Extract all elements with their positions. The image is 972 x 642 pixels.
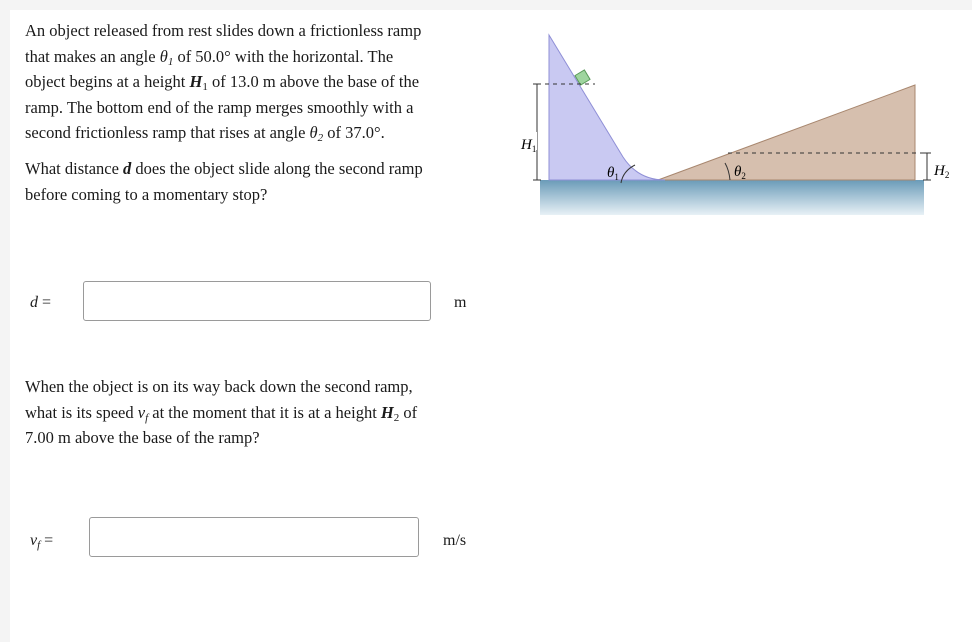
H1-symbol: $H_1$	[189, 72, 208, 93]
ramp-diagram	[503, 25, 963, 220]
theta2-symbol: $\theta_2$	[309, 123, 324, 144]
H2-symbol: $H_2$	[380, 402, 400, 424]
vf-unit: m/s	[443, 532, 467, 549]
H2-figure-label: $H_2$	[934, 163, 950, 180]
theta1-figure-label: $\theta_1$	[607, 165, 619, 182]
d-unit: m	[454, 294, 467, 311]
vf-label: $v_f$ =	[30, 532, 54, 551]
H1-figure-label: $H_1$	[521, 137, 537, 154]
problem-statement: An object released from rest slides down a frictionless ramp that makes an angle $\theta_1$ of 50.0° with the horizontal. The object begins at a height $H_1$ of 13.0 m above the base of the ramp. The bottom end of the ramp merges smoothly with a second frictionless ramp that rises at angle $\theta_2$ of 37.0°.	[25, 21, 422, 144]
theta1-symbol: $\theta_1$	[159, 46, 174, 68]
ground	[540, 180, 924, 215]
d-answer-input[interactable]	[83, 281, 431, 321]
question-panel	[10, 10, 972, 642]
question-2-text: When the object is on its way back down the second ramp, what is its speed $v_f$ at the moment that it is at a height $H_2$ of 7.00 m above the base of the ramp?	[25, 377, 418, 447]
theta2-figure-label: $\theta_2$	[734, 164, 746, 181]
second-ramp	[658, 85, 915, 180]
d-label: d =	[30, 294, 52, 311]
question-1-text: What distance d does the object slide along the second ramp before coming to a momentary stop?	[25, 159, 423, 204]
first-ramp	[549, 35, 665, 180]
vf-symbol: $v_f$	[137, 402, 149, 424]
d-symbol: d	[123, 159, 132, 178]
vf-answer-input[interactable]	[89, 517, 419, 557]
